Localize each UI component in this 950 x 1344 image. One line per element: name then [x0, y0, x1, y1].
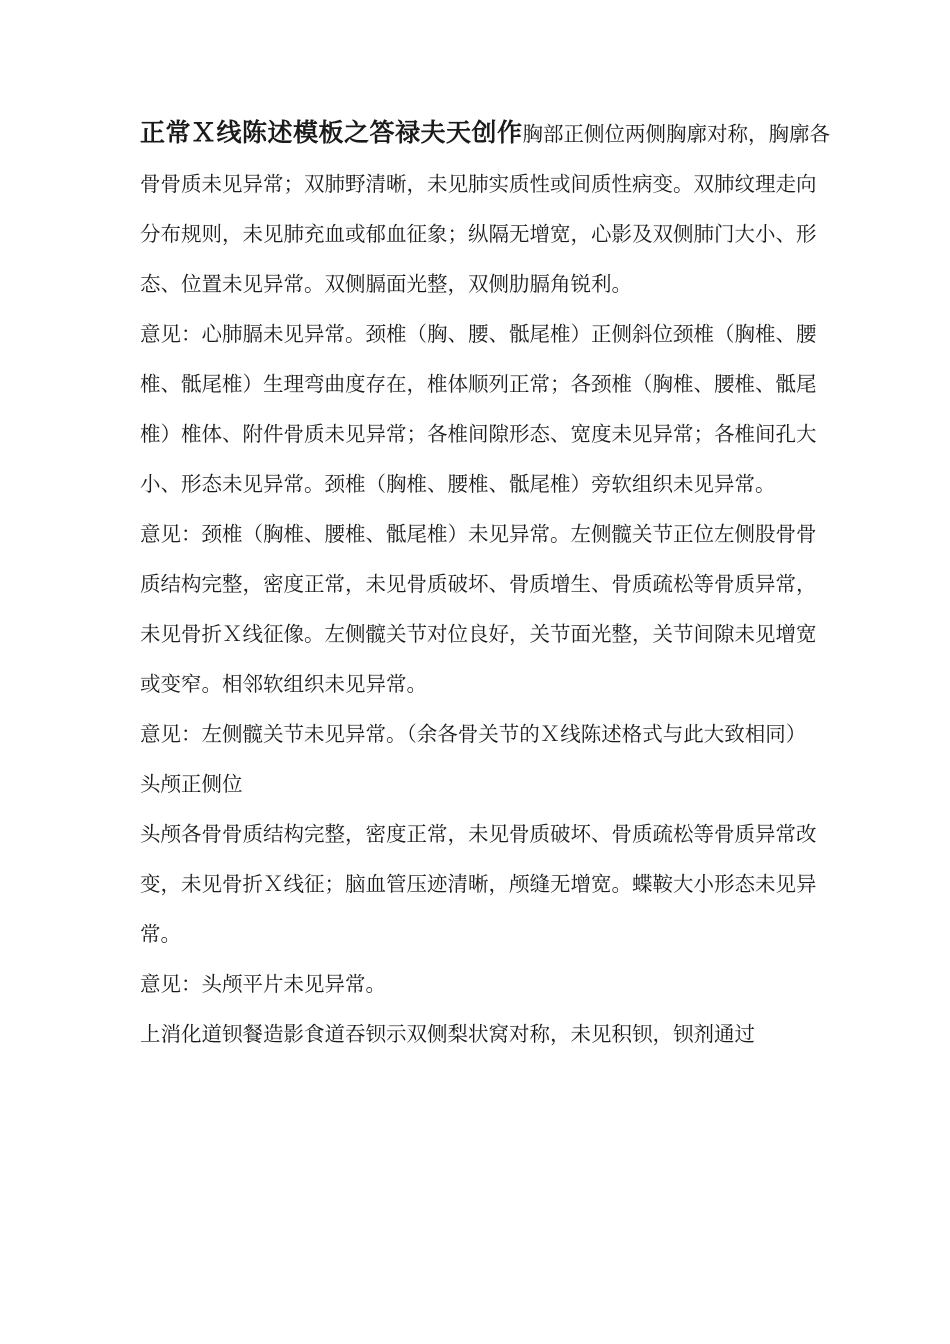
- paragraph-skull-opinion: 意见：头颅平片未见异常。: [140, 972, 386, 996]
- paragraph-spine-opinion-hip: 意见：颈椎（胸椎、腰椎、骶尾椎）未见异常。左侧髋关节正位左侧股骨骨质结构完整，密度正常，未见骨质破坏、骨质增生、骨质疏松等骨质异常，未见骨折Ｘ线征像。左侧髋关节对位良好，关节面光整，关节间隙未见增宽或变窄。相邻软组织未见异常。: [140, 522, 817, 696]
- document-page: [140, 108, 830, 1059]
- paragraph-hip-opinion: 意见：左侧髋关节未见异常。（余各骨关节的Ｘ线陈述格式与此大致相同）: [140, 722, 807, 746]
- paragraph-skull-exam: 头颅各骨骨质结构完整，密度正常，未见骨质破坏、骨质疏松等骨质异常改变，未见骨折Ｘ线征；脑血管压迹清晰，颅缝无增宽。蝶鞍大小形态未见异常。: [140, 822, 817, 946]
- chest-exam-text: 胸部正侧位两侧胸廓对称，胸廓各骨骨质未见异常；双肺野清晰，未见肺实质性或间质性病变。双肺纹理走向分布规则，未见肺充血或郁血征象；纵隔无增宽，心影及双侧肺门大小、形态、位置未见异常。双侧膈面光整，双侧肋膈角锐利。: [140, 122, 831, 296]
- paragraph-gi-exam: 上消化道钡餐造影食道吞钡示双侧梨状窝对称，未见积钡，钡剂通过: [140, 1022, 755, 1046]
- paragraph-chest-opinion-spine: 意见：心肺膈未见异常。颈椎（胸、腰、骶尾椎）正侧斜位颈椎（胸椎、腰椎、骶尾椎）生理弯曲度存在，椎体顺列正常；各颈椎（胸椎、腰椎、骶尾椎）椎体、附件骨质未见异常；各椎间隙形态、宽度未见异常；各椎间孔大小、形态未见异常。颈椎（胸椎、腰椎、骶尾椎）旁软组织未见异常。: [140, 322, 817, 496]
- document-title: 正常Ｘ线陈述模板之答禄夫天创作: [140, 118, 523, 147]
- skull-heading: 头颅正侧位: [140, 772, 243, 796]
- paragraph-chest-exam: [140, 108, 830, 309]
